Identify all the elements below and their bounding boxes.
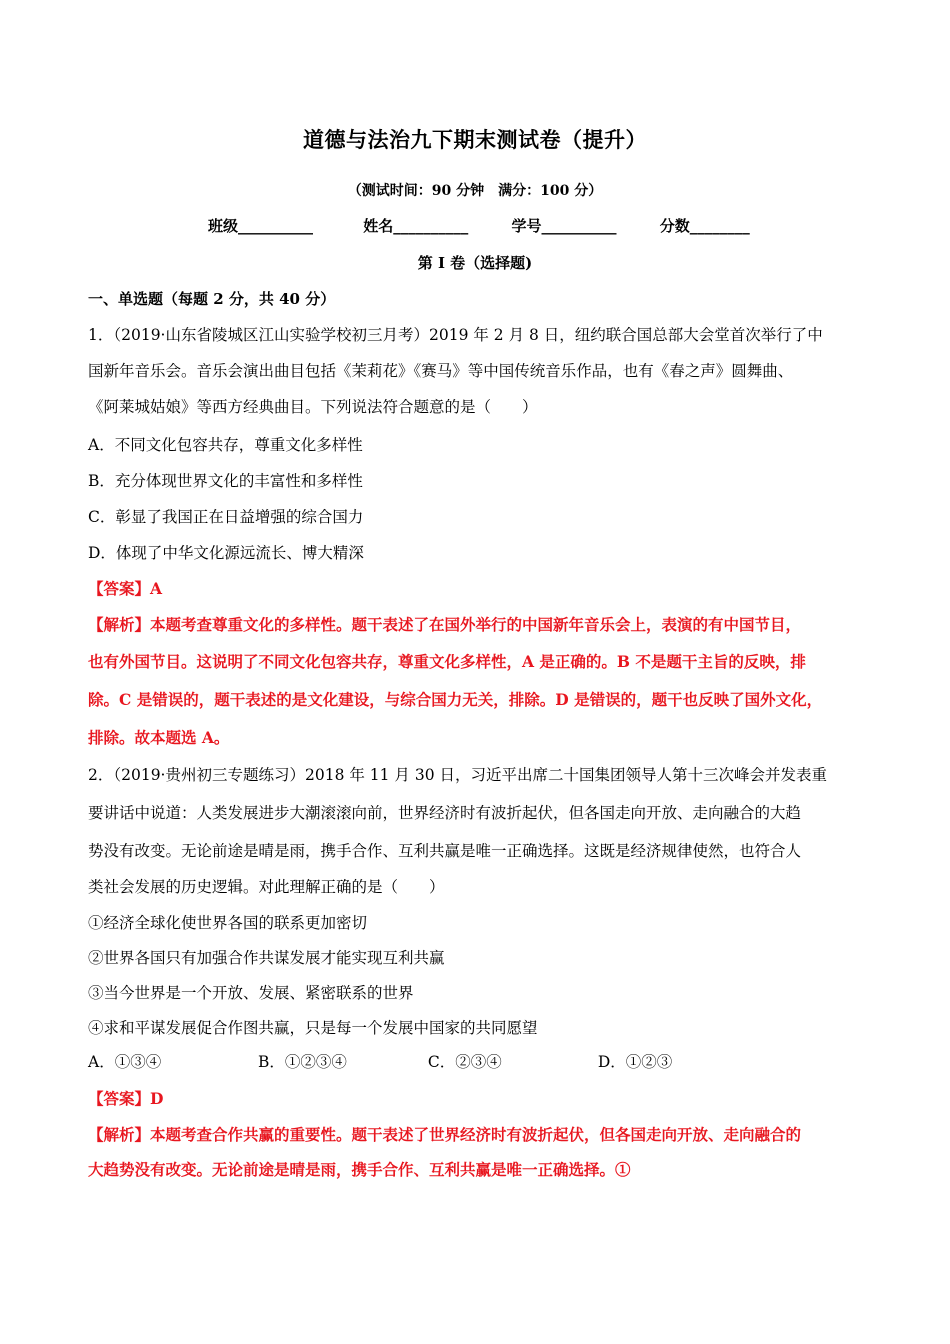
- section-heading: 一、单选题（每题 2 分，共 40 分）: [88, 290, 336, 308]
- q2-stem-line: 2．（2019·贵州初三专题练习）2018 年 11 月 30 日，习近平出席二十国集团领导人第十三次峰会并发表重: [88, 766, 828, 784]
- student-number-field: 学号__________: [511, 217, 617, 235]
- volume-heading: 第 I 卷（选择题): [417, 254, 533, 272]
- q1-answer: 【答案】A: [88, 579, 163, 598]
- q2-answer: 【答案】D: [88, 1089, 164, 1108]
- q1-analysis-line: 排除。故本题选 A。: [88, 728, 230, 747]
- exam-subtitle: （测试时间：90 分钟 满分：100 分）: [347, 183, 603, 199]
- q1-stem-line: 国新年音乐会。音乐会演出曲目包括《茉莉花》《赛马》等中国传统音乐作品，也有《春之声》圆舞曲、: [88, 362, 794, 380]
- q1-analysis-line: 除。C 是错误的，题干表述的是文化建设，与综合国力无关，排除。D 是错误的，题干也反映了国外文化，: [88, 690, 823, 709]
- q2-stem-line: 势没有改变。无论前途是晴是雨，携手合作、互利共赢是唯一正确选择。这既是经济规律使然，也符合人: [88, 842, 802, 860]
- q2-options: [88, 1050, 672, 1072]
- q1-analysis-line: 【解析】本题考查尊重文化的多样性。题干表述了在国外举行的中国新年音乐会上，表演的有中国节目，: [88, 615, 802, 634]
- page-title: 道德与法治九下期末测试卷（提升）: [303, 127, 647, 152]
- q2-statement: ③当今世界是一个开放、发展、紧密联系的世界: [88, 984, 414, 1002]
- q1-option-b: B．充分体现世界文化的丰富性和多样性: [88, 472, 363, 490]
- q2-option-c: C．②③④: [427, 1053, 502, 1071]
- name-field: 姓名__________: [363, 217, 469, 235]
- q2-analysis-line: 大趋势没有改变。无论前途是晴是雨，携手合作、互利共赢是唯一正确选择。①: [88, 1160, 631, 1179]
- q2-statement: ①经济全球化使世界各国的联系更加密切: [88, 914, 368, 932]
- q2-statement: ④求和平谋发展促合作图共赢，只是每一个发展中国家的共同愿望: [88, 1019, 538, 1037]
- score-field: 分数________: [659, 217, 750, 235]
- q1-option-c: C．彰显了我国正在日益增强的综合国力: [88, 508, 364, 526]
- q2-option-b: B．①②③④: [257, 1053, 347, 1071]
- q1-option-a: A．不同文化包容共存，尊重文化多样性: [88, 436, 363, 454]
- q1-option-d: D．体现了中华文化源远流长、博大精深: [88, 544, 364, 562]
- q2-stem-line: 类社会发展的历史逻辑。对此理解正确的是（ ）: [88, 878, 445, 896]
- q2-option-a: A．①③④: [88, 1053, 162, 1071]
- q2-statement: ②世界各国只有加强合作共谋发展才能实现互利共赢: [88, 949, 445, 967]
- q2-stem-line: 要讲话中说道：人类发展进步大潮滚滚向前，世界经济时有波折起伏，但各国走向开放、走向融合的大趋: [88, 804, 802, 822]
- q2-analysis-line: 【解析】本题考查合作共赢的重要性。题干表述了世界经济时有波折起伏，但各国走向开放、走向融合的: [88, 1125, 802, 1144]
- q2-option-d: D．①②③: [597, 1053, 673, 1071]
- q1-analysis-line: 也有外国节目。这说明了不同文化包容共存，尊重文化多样性，A 是正确的。B 不是题干主旨的反映，排: [88, 652, 806, 671]
- class-field: 班级__________: [208, 217, 314, 235]
- student-info-fields: [208, 215, 750, 236]
- q1-stem-line: 《阿莱城姑娘》等西方经典曲目。下列说法符合题意的是（ ）: [88, 398, 538, 416]
- q1-stem-line: 1．（2019·山东省陵城区江山实验学校初三月考）2019 年 2 月 8 日，纽约联合国总部大会堂首次举行了中: [88, 326, 823, 344]
